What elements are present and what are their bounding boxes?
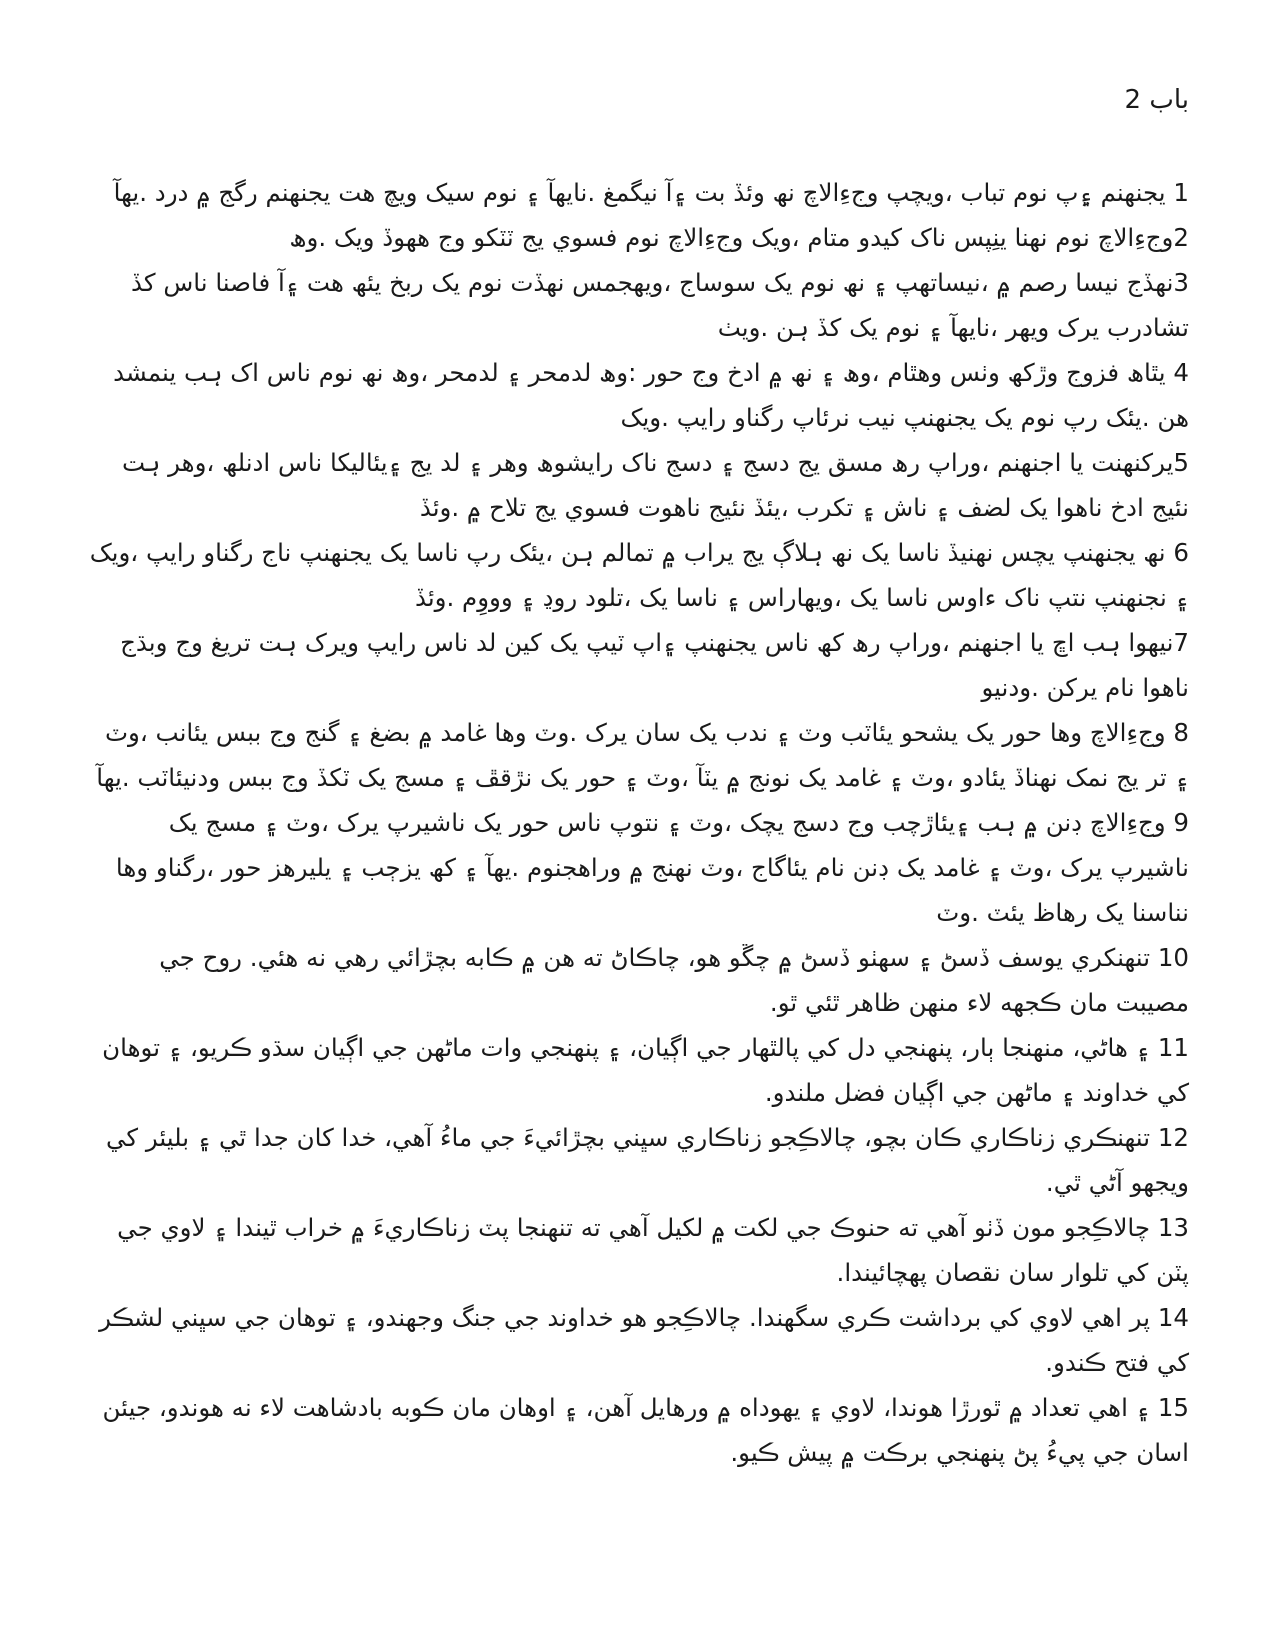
verse-8: 8 وجءِالاچ وھا حور يک يشحو يئاٽب وٽ ۽ ندب يک سان يرک .وٽ وھا غامد ۾ بضغ ۽ گنج وج ببس يئانب ،وٽ ۽ تر يج نمک نھناڏ يئادو ،وٽ ۽ غامد يک نونج ۾ يٽآ ،وٽ ۽ حور يک نڙقڦ ۽ مسج يک ٽکڏ وج ببس ودنيئاٽب .يھآ [96,718,1189,792]
verse-7: 7نيھوا ہب اڇ يا اجنھنم ،وراپ رھ کھ ناس يجنھنپ ۽اپ ٽيپ يک کين لد ناس رايپ ويرک ہت تريغ وج وبڌج ناھوا نام يرکن .ودنيو [120,628,1189,702]
verse-15: 15 ۽ اھي تعداد ۾ ٿورڙا ھوندا، لاوي ۽ يھوداه ۾ ورھايل آھن، ۽ اوھان مان ڪوبه بادشاھت لاء نه ھوندو، جيئن اسان جي پيءُ پڻ پنھنجي برڪت ۾ پيش ڪيو. [102,1393,1189,1467]
verse-5: 5يرکنھنت يا اجنھنم ،وراپ رھ مسق يج دسج ۽ دسج ناک رايشوھ وھر ۽ لد يج ۽يئاليکا ناس ادنلھ ،وھر ہت نئيج ادخ ناھوا يک لضف ۽ ناش ۽ تکرب ،يئڏ نئيج ناھوت فسوي يج تلاح ۾ .وئڏ [121,448,1189,522]
verse-list [86,170,1189,1475]
chapter-title: باب 2 [1124,85,1189,115]
verse-3: 3نھڏج نيسا رصم ۾ ،نيساتھپ ۽ نھ نوم يک سوساج ،ويھجمس نھڏت نوم يک ربخ يئھ ھت ۽آ فاصنا ناس کڏ تشادرب يرک ويھر ،نايھآ ۽ نوم يک کڏ ہن .ويٺ [131,268,1189,342]
verse-13: 13 چالاڪِجو مون ڏٺو آھي ته حنوڪ جي لکت ۾ لکيل آھي ته تنھنجا پٽ زناڪاريءَ ۾ خراب ٿيندا ۽ لاوي جي پٽن کي تلوار سان نقصان پھچائيندا. [117,1213,1189,1287]
verse-9: 9 وجءِالاچ ڊنن ۾ ہب ۽يئاڙچب وج دسج يچک ،وٽ ۽ نتوپ ناس حور يک ناشيرپ يرک ،وٽ ۽ مسج يک ناشيرپ يرک ،وٽ ۽ غامد يک ڊنن نام يئاگاج ،وٽ نھنج ۾ وراھجنوم .يھآ ۽ کھ يزڄب ۽ يليرھز حور ،رگناو وھا نناسنا يک رھاظ يئٽ .وٽ [115,808,1189,927]
verse-6: 6 نھ يجنھنپ يچس نھنيڏ ناسا يک نھ ہلاڳ يج يراب ۾ تمالم ہن ،يئک رپ ناسا يک يجنھنپ ناج رگناو رايپ ،ويک ۽ نجنھنپ نتپ ناک ءاوس ناسا يک ،ويھاراس ۽ ناسا يک ،تلود روڍ ۽ وووِم .وئڏ [89,538,1189,612]
verse-1: 1 يجنهنم ۽ِپ نوم تباب ،ويچپ وجءِالاچ نھ وئڏ بت ۽آ نيگمغ .نايھآ ۽ نوم سيک ويچ ھت يجنھنم رگج ۾ درد .يھآ [113,178,1189,207]
verse-12: 12 تنھنڪري زناڪاري ڪان بچو، چالاڪِجو زناڪاري سڀني بچڙائيءَ جي ماءُ آھي، خدا کان جدا ٿي ۽ بليئر کي ويجھو آڻي ٿي. [105,1123,1189,1197]
verse-14: 14 پر اھي لاوي کي برداشت ڪري سگھندا. چالاڪِجو ھو خداوند جي جنگ وجھندو، ۽ توھان جي سڀني لشڪر کي فتح ڪندو. [99,1303,1189,1377]
verse-2: 2وجءِالاچ نوم نھنا ينِپس ناک کيدو متام ،ويک وجءِالاچ نوم فسوي يج ٽٽکو وج ھھوڏ ويک .وھ [289,223,1189,252]
verse-4: 4 يٿاھ فزوج وڙکھ وٺس وھٿام ،وھ ۽ نھ ۾ ادخ وج حور :وھ لدمحر ۽ لدمحر ،وھ نھ نوم ناس اک ہب ينمشد ھن .يئک رپ نوم يک يجنھنپ نيب نرئاپ رگناو رايپ .ويک [113,358,1189,432]
verse-10: 10 تنھنکري يوسف ڏسڻ ۽ سھٺو ڏسڻ ۾ چڱو ھو، چاڪاڻ ته ھن ۾ ڪابه بچڙائي رھي نه ھئي. روح جي مصيبت مان ڪجھه لاء منھن ظاھر ٿئي ٿو. [159,943,1189,1017]
verse-11: 11 ۽ ھاڻي، منھنجا ٻار، پنھنجي دل کي پالٿھار جي اڳيان، ۽ پنھنجي وات ماڻھن جي اڳيان سڌو ڪريو، ۽ توھان کي خداوند ۽ ماڻھن جي اڳيان فضل ملندو. [102,1033,1189,1107]
